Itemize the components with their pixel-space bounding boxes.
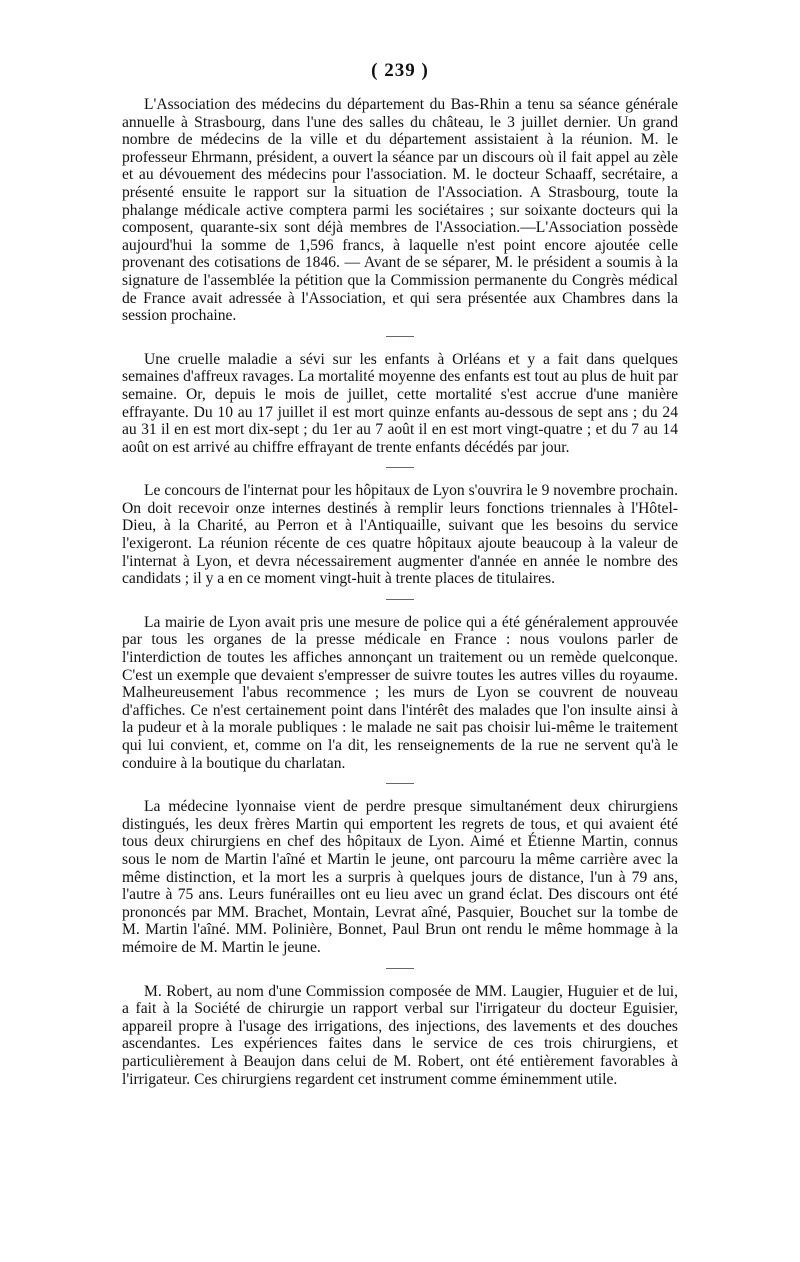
text-column [122, 96, 678, 1088]
separator-rule [386, 336, 414, 337]
separator-rule [386, 599, 414, 600]
separator-rule [386, 467, 414, 468]
paragraph-orleans-epidemic: Une cruelle maladie a sévi sur les enfants à Orléans et y a fait dans quelques semaines d'affreux ravages. La mortalité moyenne des enfants est tout au plus de huit par semaine. Or, depuis le mois de juillet, cette mortalité s'est accrue d'une manière effrayante. Du 10 au 17 juillet il est mort quinze enfants au-dessous de sept ans ; du 24 au 31 il en est mort dix-sept ; du 1er au 7 août il en est mort vingt-quatre ; et du 7 au 14 août on est arrivé au chiffre effrayant de trente enfants décédés par jour. [122, 350, 678, 456]
separator-rule [386, 968, 414, 969]
paragraph-bas-rhin-association: L'Association des médecins du département du Bas-Rhin a tenu sa séance générale annuelle à Strasbourg, dans l'une des salles du château, le 3 juillet dernier. Un grand nombre de médecins de la ville et du département assistaient à la réunion. M. le professeur Ehrmann, président, a ouvert la séance par un discours où il fait appel au zèle et au dévouement des médecins pour l'association. M. le docteur Schaaff, secrétaire, a présenté ensuite le rapport sur la situation de l'Association. A Strasbourg, toute la phalange médicale active comptera parmi les sociétaires ; sur soixante docteurs qui la composent, quarante-six sont déjà membres de l'Association.—L'Association possède aujourd'hui la somme de 1,596 francs, à laquelle n'est point encore ajoutée celle provenant des cotisations de 1846. — Avant de se séparer, M. le président a soumis à la signature de l'assemblée la pétition que la Commission permanente du Congrès médical de France avait adressée à l'Association, et qui sera présentée aux Chambres dans la session prochaine. [122, 96, 678, 325]
paragraph-lyon-internat: Le concours de l'internat pour les hôpitaux de Lyon s'ouvrira le 9 novembre prochain. On doit recevoir onze internes destinés à remplir leurs fonctions triennales à l'Hôtel-Dieu, à la Charité, au Perron et à l'Antiquaille, suivant que les besoins du service l'exigeront. La réunion récente de ces quatre hôpitaux ajoute beaucoup à la valeur de l'internat à Lyon, et devra nécessairement augmenter d'année en année le nombre des candidats ; il y a en ce moment vingt-huit à trente places de titulaires. [122, 482, 678, 588]
paragraph-martin-brothers: La médecine lyonnaise vient de perdre presque simultanément deux chirurgiens distingués, les deux frères Martin qui emportent les regrets de tous, et qui avaient été tous deux chirurgiens en chef des hôpitaux de Lyon. Aimé et Étienne Martin, connus sous le nom de Martin l'aîné et Martin le jeune, ont parcouru la même carrière avec la même distinction, et la mort les a surpris à quelques jours de distance, l'un à 79 ans, l'autre à 75 ans. Leurs funérailles ont eu lieu avec un grand éclat. Des discours ont été prononcés par MM. Brachet, Montain, Levrat aîné, Pasquier, Bouchet sur la tombe de M. Martin l'aîné. MM. Polinière, Bonnet, Paul Brun ont rendu le même hommage à la mémoire de M. Martin le jeune. [122, 798, 678, 956]
page-number: ( 239 ) [371, 60, 429, 81]
paragraph-lyon-affiches: La mairie de Lyon avait pris une mesure de police qui a été généralement approuvée par tous les organes de la presse médicale en France : nous voulons parler de l'interdiction de toutes les affiches annonçant un traitement ou un remède quelconque. C'est un exemple que devaient s'empresser de suivre toutes les autres villes du royaume. Malheureusement l'abus recommence ; les murs de Lyon se couvrent de nouveau d'affiches. Ce n'est certainement point dans l'intérêt des malades que l'on insulte ainsi à la pudeur et à la morale publiques : le malade ne sait pas choisir lui-même le traitement qui lui convient, et, comme on l'a dit, les renseignements de la rue ne servent qu'à le conduire à la boutique du charlatan. [122, 613, 678, 772]
separator-rule [386, 783, 414, 784]
paragraph-robert-irrigateur: M. Robert, au nom d'une Commission composée de MM. Laugier, Huguier et de lui, a fait à la Société de chirurgie un rapport verbal sur l'irrigateur du docteur Eguisier, appareil propre à l'usage des irrigations, des injections, des lavements et des douches ascendantes. Les expériences faites dans le service de ces trois chirurgiens, et particulièrement à Beaujon dans celui de M. Robert, ont été entièrement favorables à l'irrigateur. Ces chirurgiens regardent cet instrument comme éminemment utile. [122, 982, 678, 1088]
